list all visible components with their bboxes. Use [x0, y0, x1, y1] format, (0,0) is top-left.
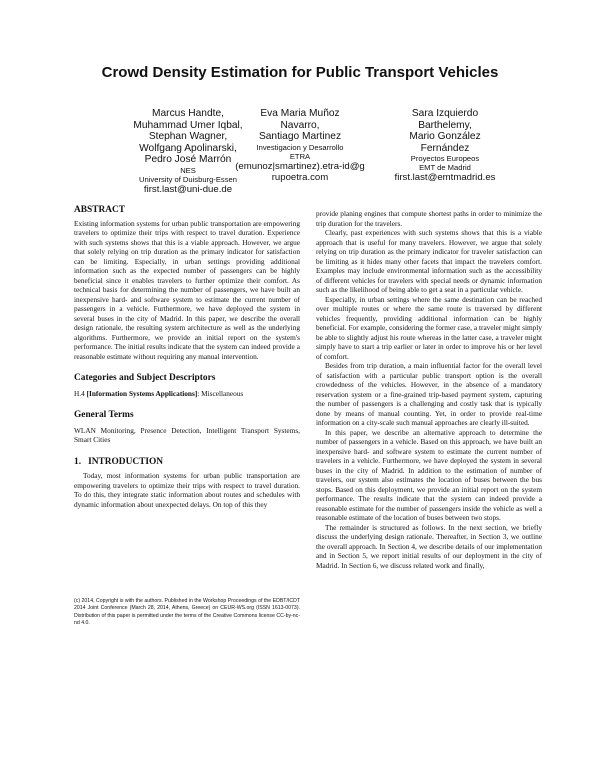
author-email: first.last@uni-due.de [143, 183, 233, 195]
author-name: Eva Maria Muñoz [260, 108, 340, 119]
introduction-heading: 1. INTRODUCTION [74, 456, 164, 467]
categories-heading: Categories and Subject Descriptors [74, 373, 216, 383]
author-name: Muhammad Umer Iqbal, [133, 119, 243, 131]
author-name: Stephan Wagner, [148, 131, 228, 142]
author-name: Mario González [409, 131, 481, 142]
author-name: Marcus Handte, [152, 108, 224, 119]
general-terms-text: WLAN Monitoring, Presence Detection, Intelligent Transport Systems, Smart Cities [74, 425, 300, 444]
author-email: (emunoz|smartinez).etra-id@grupoetra.com [235, 160, 365, 183]
body-paragraph: Besides from trip duration, a main influential factor for the overall level of satisfaction with a particular public transport option is the overall crowdedness of the vehicles. However, in the absence of a mandatory reservation system or a fine-grained trip-based payment system, capturing the number of passengers is a challenging and costly task that is typically done by means of manual counting. Yet, in order to provide real-time information on a city-scale such manual approaches are clearly ill-suited. [316, 361, 542, 427]
left-column [74, 206, 300, 509]
categories-text [74, 389, 300, 399]
body-paragraph: Especially, in urban settings where the same destination can be reached over multiple routes or where the same route is traversed by different vehicles frequently, providing additional information can be highly beneficial. For example, considering the former case, a traveler might simply be able to slightly adjust his route whereas in the latter case, a traveler might simply have to start a trip earlier or later in order to improve his or her level of comfort. [316, 294, 542, 361]
body-paragraph: The remainder is structured as follows. In the next section, we briefly discuss the underlying design rationale. Thereafter, in Section 3, we outline the overall approach. In Section 4, we describe details of our implementation and in Section 5, we report initial results of our deployment in the city of Madrid. In Section 6, we discuss related work and finally, [316, 522, 542, 570]
author-affiliation: ETRA [289, 151, 311, 161]
author-affiliation: Proyectos Europeos [410, 154, 480, 163]
body-paragraph: provide planing engines that compute shortest paths in order to minimize the trip duration for the travelers. [316, 209, 542, 228]
abstract-heading: ABSTRACT [74, 205, 126, 215]
right-column [316, 209, 542, 570]
copyright-notice: (c) 2014, Copyright is with the authors. Published in the Workshop Proceedings of the EDBT/ICDT 2014 Joint Conference (March 28, 2014, Athens, Greece) on CEUR-WS.org (ISSN 1613-0073). Distribution of this paper is permitted under the terms of the Creative Commons license CC-by-nc-nd 4.0. [74, 598, 300, 626]
general-terms-heading: General Terms [74, 410, 134, 420]
author-name: Barthelemy, [418, 119, 472, 131]
abstract-text: Existing information systems for urban public transportation are empowering travelers to optimize their trips with respect to travel duration. Experience with such systems shows that this is a viable approach. However, we argue that solely relying on trip duration as the primary indicator for satisfaction can be limiting. Especially, in urban settings providing additional information such as the expected number of passengers can be highly beneficial since it enables travelers to further optimize their comfort. As technical basis for determining the number of passengers, we have built an inexpensive hard- and software system to estimate the current number of passengers in a vehicle. Furthermore, we have deployed the system in several buses in the city of Madrid. In this paper, we describe the overall design rationale, the resulting system architecture as well as the underlying algorithms. Furthermore, we provide an initial report on the system's performance. The initial results indicate that the system can indeed provide a reasonable estimate without requiring any manual intervention. [74, 218, 300, 361]
body-paragraph: In this paper, we describe an alternative approach to determine the number of passengers in a vehicle. Based on this approach, we have built an inexpensive hard- and software system to estimate the current number of travelers in a vehicle. Furthermore, we have deployed the system in several buses in the city of Madrid. In addition to the estimation of number of travelers, our system also estimates the location of buses between the bus stops. Based on this deployment, we provide an initial report on the system performance. The results indicate that the system can indeed provide a reasonable estimate for the number of passengers inside the vehicle as well a reasonable estimate of the location of buses between two stops. [316, 427, 542, 522]
categories-rest: : Miscellaneous [197, 388, 244, 398]
author-affiliation: University of Duisburg-Essen [139, 174, 237, 184]
author-name: Fernández [420, 142, 470, 154]
introduction-text: Today, most information systems for urban public transportation are empowering travelers to optimize their trips with respect to travel duration. To do this, they integrate static information about routes and schedules with dynamic information about unexpected delays. On top of this they [74, 471, 300, 509]
author-affiliation: EMT de Madrid [419, 163, 471, 172]
author-email: first.last@emtmadrid.es [394, 172, 496, 183]
paper-title: Crowd Density Estimation for Public Transport Vehicles [101, 64, 499, 81]
categories-bold: [Information Systems Applications] [86, 388, 198, 398]
author-name: Pedro José Marrón [144, 154, 232, 165]
author-block-2 [235, 108, 365, 183]
author-affiliation: NES [180, 165, 196, 175]
author-block-3 [370, 108, 520, 183]
categories-code: H.4 [74, 388, 87, 398]
body-paragraph: Clearly, past experiences with such systems shows that this is a viable approach that is useful for many travelers. However, we argue that solely relying on trip duration as the primary indicator for traveler satisfaction can be limiting as it hides many other facets that impact the travelers comfort. Examples may include environmental information such as the accessibility of different vehicles for travelers with special needs or dynamic information such as the likelihood of being able to get a seat in a particular vehicle. [316, 228, 542, 294]
author-name: Wolfgang Apolinarski, [139, 142, 237, 154]
author-affiliation: Investigacion y Desarrollo [256, 142, 344, 152]
author-name: Navarro, [280, 119, 320, 131]
author-name: Santiago Martinez [258, 131, 342, 142]
author-name: Sara Izquierdo [411, 108, 479, 119]
